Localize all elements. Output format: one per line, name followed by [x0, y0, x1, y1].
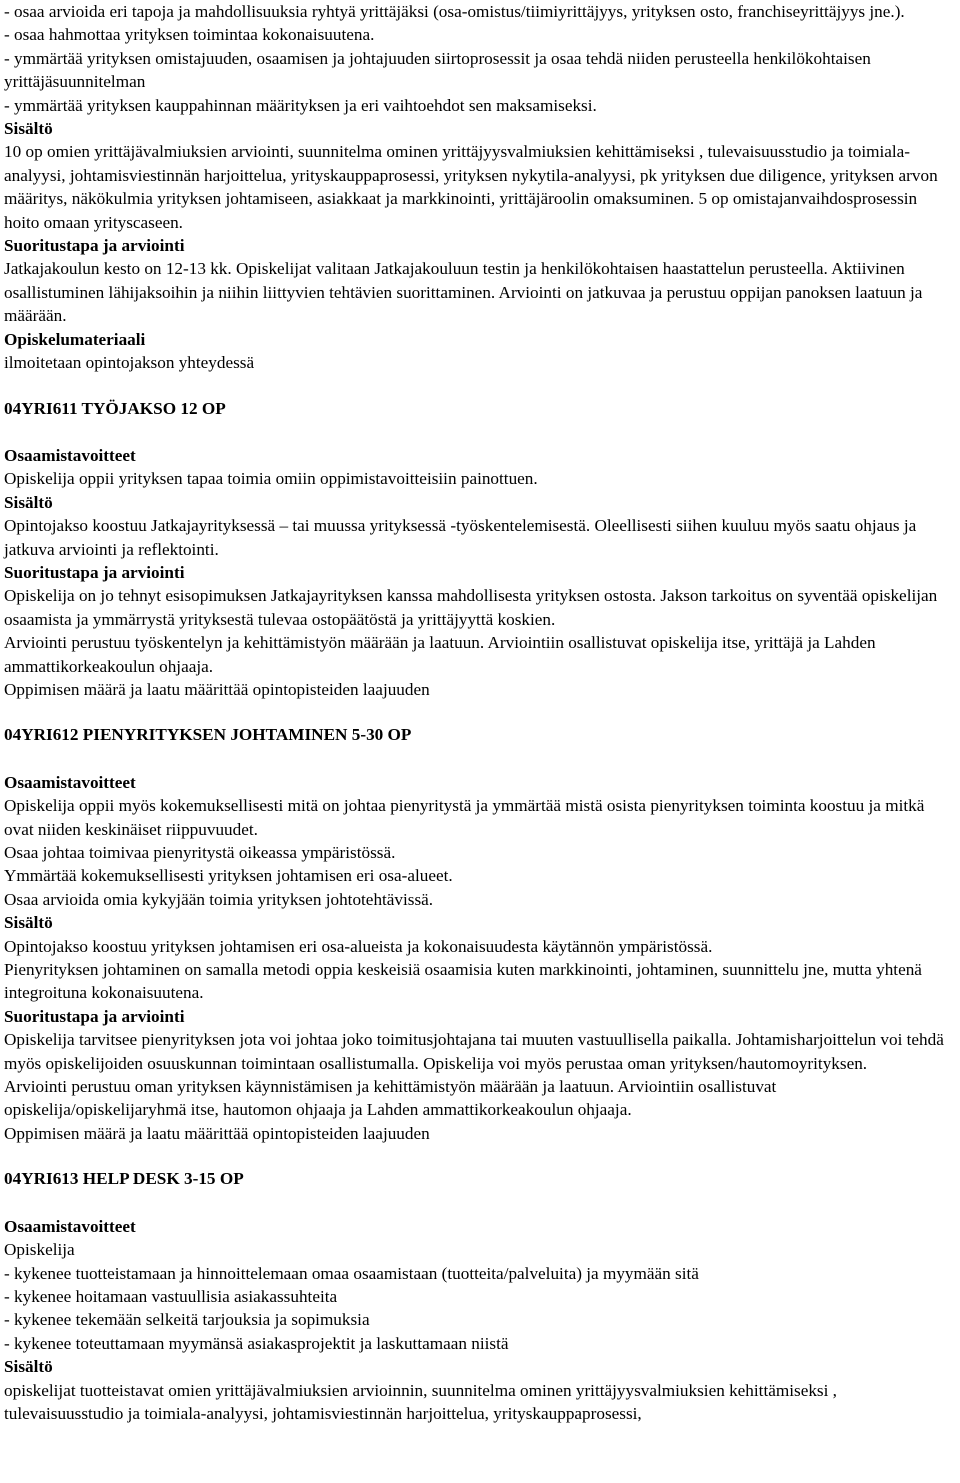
objectives-text: - kykenee tekemään selkeitä tarjouksia ja sopimuksia — [4, 1310, 370, 1330]
assessment-text: Opiskelija on jo tehnyt esisopimuksen Jatkajayrityksen kanssa mahdollisesta yrityksen ostosta. Jakson tarkoitus on syventää opiskelijan osaamista ja ymmärrystä yrityksestä tulevaa ostopäätöstä ja yrittäjyyttä koskien. — [4, 586, 938, 629]
assessment-heading: Suoritustapa ja arviointi — [4, 1006, 185, 1026]
content-heading: Sisältö — [4, 492, 53, 512]
objective-line: - ymmärtää yrityksen kauppahinnan määrityksen ja eri vaihtoehdot sen maksamiseksi. — [4, 95, 597, 115]
material-text: ilmoitetaan opintojakson yhteydessä — [4, 353, 255, 373]
content-text: 10 op omien yrittäjävalmiuksien arviointi, suunnitelma ominen yrittäjyysvalmiuksien kehittämiseksi , tulevaisuusstudio ja toimiala-analyysi, johtamisviestinnän harjoittelua, yrityskauppaprosessi, yrityksen nykytila-analyysi, pk yrityksen due diligence, yrityksen arvon määritys, näkökulmia yrityksen johtamiseen, asiakkaat ja markkinointi, yrittäjäroolin omaksuminen. 5 op omistajanvaihdosprosessin hoito omaan yrityscaseen. — [4, 142, 938, 232]
objectives-text: Opiskelija oppii myös kokemuksellisesti mitä on johtaa pienyritystä ja ymmärtää mistä osista pienyrityksen toiminta koostuu ja mitkä ovat niiden keskinäiset riippuvuudet. — [4, 796, 925, 839]
objectives-heading: Osaamistavoitteet — [4, 445, 136, 465]
assessment-text: Arviointi perustuu oman yrityksen käynnistämisen ja kehittämistyön määrään ja laatuun. Arviointiin osallistuvat opiskelija/opiskelijaryhmä itse, hautomon ohjaaja ja Lahden ammattikorkeakoulun ohjaaja. — [4, 1077, 777, 1120]
content-heading: Sisältö — [4, 1357, 53, 1377]
content-text: opiskelijat tuotteistavat omien yrittäjävalmiuksien arvioinnin, suunnitelma ominen yrittäjyysvalmiuksien kehittämiseksi , tulevaisuusstudio ja toimiala-analyysi, johtamisviestinnän harjoittelua, yrityskauppaprosessi, — [4, 1380, 837, 1423]
objectives-heading: Osaamistavoitteet — [4, 772, 136, 792]
course-title: 04YRI612 PIENYRITYKSEN JOHTAMINEN 5-30 OP — [4, 725, 412, 745]
previous-course-section — [4, 0, 956, 375]
content-text: Pienyrityksen johtaminen on samalla metodi oppia keskeisiä osaamisia kuten markkinointi, johtaminen, suunnittelu jne, mutta yhtenä integroituna kokonaisuutena. — [4, 960, 922, 1003]
objectives-text: - kykenee hoitamaan vastuullisia asiakassuhteita — [4, 1286, 338, 1306]
objectives-text: - kykenee toteuttamaan myymänsä asiakasprojektit ja laskuttamaan niistä — [4, 1333, 509, 1353]
objective-line: - ymmärtää yrityksen omistajuuden, osaamisen ja johtajuuden siirtoprosessit ja osaa tehdä niiden perusteella henkilökohtaisen yrittäjäsuunnitelman — [4, 48, 871, 92]
objectives-text: Opiskelija oppii yrityksen tapaa toimia omiin oppimistavoitteisiin painottuen. — [4, 469, 538, 489]
course-611-section — [4, 397, 956, 702]
assessment-text: Oppimisen määrä ja laatu määrittää opintopisteiden laajuuden — [4, 679, 430, 699]
course-title: 04YRI613 HELP DESK 3-15 OP — [4, 1169, 244, 1189]
objective-line: - osaa arvioida eri tapoja ja mahdollisuuksia ryhtyä yrittäjäksi (osa-omistus/tiimiyrittäjyys, yrityksen osto, franchiseyrittäjyys jne.). — [4, 2, 905, 21]
content-text: Opintojakso koostuu Jatkajayrityksessä – tai muussa yrityksessä -työskentelemisestä. Oleellisesti siihen kuuluu myös saatu ohjaus ja jatkuva arviointi ja reflektointi. — [4, 516, 917, 559]
assessment-heading: Suoritustapa ja arviointi — [4, 236, 185, 256]
objective-line: - osaa hahmottaa yrityksen toimintaa kokonaisuutena. — [4, 25, 375, 45]
assessment-text: Arviointi perustuu työskentelyn ja kehittämistyön määrään ja laatuun. Arviointiin osallistuvat opiskelija itse, yrittäjä ja Lahden ammattikorkeakoulun ohjaaja. — [4, 633, 876, 676]
objectives-text: Osaa arvioida omia kykyjään toimia yrityksen johtotehtävissä. — [4, 889, 434, 909]
student-label: Opiskelija — [4, 1240, 75, 1260]
course-612-section — [4, 723, 956, 1145]
course-title: 04YRI611 TYÖJAKSO 12 OP — [4, 398, 226, 418]
content-heading: Sisältö — [4, 119, 53, 139]
objectives-text: Osaa johtaa toimivaa pienyritystä oikeassa ympäristössä. — [4, 843, 396, 862]
content-text: Opintojakso koostuu yrityksen johtamisen eri osa-alueista ja kokonaisuudesta käytännön ympäristössä. — [4, 936, 713, 956]
course-613-section — [4, 1167, 956, 1425]
assessment-heading: Suoritustapa ja arviointi — [4, 562, 185, 582]
objectives-heading: Osaamistavoitteet — [4, 1216, 136, 1236]
assessment-text: Opiskelija tarvitsee pienyrityksen jota voi johtaa joko toimitusjohtajana tai muuten vastuullisella paikalla. Johtamisharjoittelun voi tehdä myös opiskelijoiden osuuskunnan toimintaan osallistumalla. Opiskelija voi myös perustaa oman yrityksen/hautomoyrityksen. — [4, 1030, 944, 1073]
objectives-text: Ymmärtää kokemuksellisesti yrityksen johtamisen eri osa-alueet. — [4, 866, 453, 886]
content-heading: Sisältö — [4, 913, 53, 933]
assessment-text: Jatkajakoulun kesto on 12-13 kk. Opiskelijat valitaan Jatkajakouluun testin ja henkilökohtaisen haastattelun perusteella. Aktiivinen osallistuminen lähijaksoihin ja niihin liittyvien tehtävien suorittaminen. Arviointi on jatkuvaa ja perustuu oppijan panoksen laatuun ja määrään. — [4, 259, 923, 326]
objectives-text: - kykenee tuotteistamaan ja hinnoittelemaan omaa osaamistaan (tuotteita/palveluita) ja myymään sitä — [4, 1263, 699, 1283]
assessment-text: Oppimisen määrä ja laatu määrittää opintopisteiden laajuuden — [4, 1123, 430, 1143]
material-heading: Opiskelumateriaali — [4, 329, 146, 349]
